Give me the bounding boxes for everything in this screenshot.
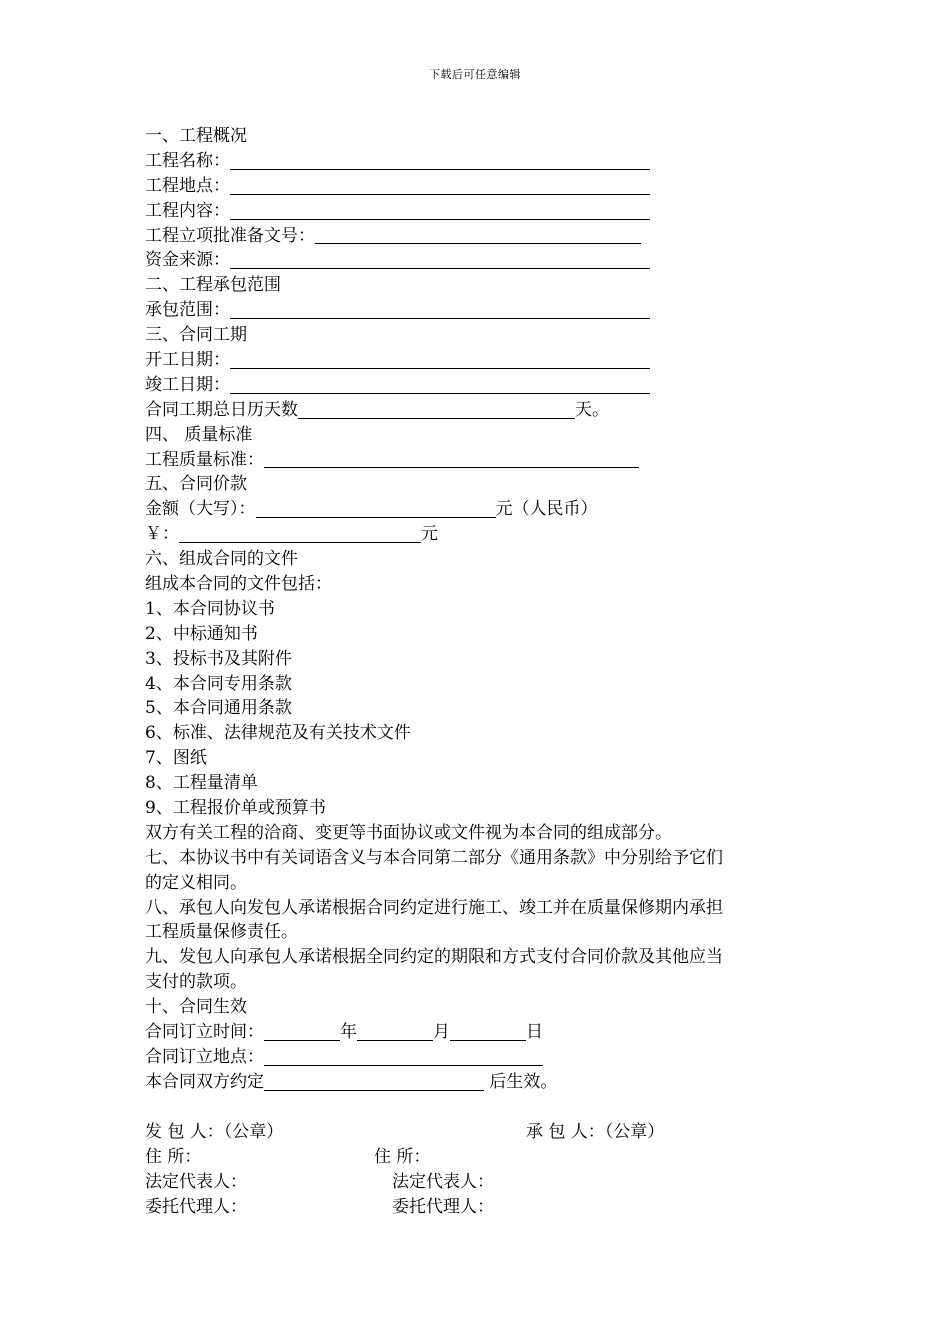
quality-standard-blank[interactable] (264, 449, 639, 468)
day-label: 日 (526, 1022, 543, 1043)
effective-condition-field (145, 1070, 810, 1095)
effective-condition-label: 本合同双方约定 (145, 1071, 264, 1092)
funding-source-blank[interactable] (230, 250, 650, 269)
approval-number-blank[interactable] (315, 225, 641, 244)
section-10-title: 十、合同生效 (145, 997, 247, 1018)
section-9-line-2: 支付的款项。 (145, 972, 247, 993)
total-days-blank[interactable] (298, 400, 575, 419)
amount-figures-field (145, 522, 810, 547)
section-4-title: 四、 质量标准 (145, 424, 253, 445)
total-days-label: 合同工期总日历天数 (145, 399, 298, 420)
document-item: 3、投标书及其附件 (145, 648, 292, 669)
signing-month-blank[interactable] (357, 1022, 433, 1041)
amount-figures-blank[interactable] (179, 524, 421, 543)
signing-year-blank[interactable] (264, 1022, 340, 1041)
document-item: 1、本合同协议书 (145, 598, 275, 619)
project-location-blank[interactable] (230, 176, 650, 195)
completion-date-field (145, 373, 810, 398)
section-3-title: 三、合同工期 (145, 325, 247, 346)
start-date-field (145, 348, 810, 373)
section-8-line-1: 八、承包人向发包人承诺根据合同约定进行施工、竣工并在质量保修期内承担 (145, 897, 723, 918)
start-date-blank[interactable] (230, 350, 650, 369)
signature-row-address (145, 1145, 810, 1170)
year-label: 年 (340, 1022, 357, 1043)
amount-words-suffix: 元（人民币） (495, 499, 598, 520)
month-label: 月 (433, 1022, 450, 1043)
employer-agent-label: 委托代理人： (145, 1196, 247, 1217)
funding-source-label: 资金来源： (145, 250, 230, 271)
completion-date-label: 竣工日期： (145, 374, 230, 395)
document-item: 5、本合同通用条款 (145, 698, 292, 719)
contractor-agent-label: 委托代理人： (392, 1196, 494, 1217)
approval-number-label: 工程立项批准备文号： (145, 225, 315, 246)
contractor-label: 承 包 人：（公章） (526, 1122, 665, 1142)
effective-condition-suffix: 后生效。 (484, 1071, 558, 1092)
contract-scope-field (145, 298, 810, 323)
document-item: 6、标准、法律规范及有关技术文件 (145, 723, 411, 744)
document-item: 2、中标通知书 (145, 623, 258, 644)
project-content-blank[interactable] (230, 201, 650, 220)
amount-words-label: 金额（大写）： (145, 499, 256, 520)
project-name-blank[interactable] (230, 151, 650, 170)
funding-source-field (145, 248, 810, 273)
signing-day-blank[interactable] (450, 1022, 526, 1041)
documents-intro: 组成本合同的文件包括： (145, 574, 332, 595)
total-days-suffix: 天。 (575, 399, 609, 420)
contractor-address-label: 住 所： (374, 1146, 431, 1167)
section-8-line-2: 工程质量保修责任。 (145, 922, 298, 943)
contract-body (145, 124, 810, 1095)
signature-block (145, 1120, 810, 1220)
signature-row-legal-rep (145, 1170, 810, 1195)
header-note: 下载后可任意编辑 (429, 68, 521, 81)
signing-place-field (145, 1045, 810, 1070)
section-1-title: 一、工程概况 (145, 125, 247, 146)
section-7-line-1: 七、本协议书中有关词语含义与本合同第二部分《通用条款》中分别给予它们 (145, 847, 723, 868)
project-content-label: 工程内容： (145, 200, 230, 221)
signing-date-field (145, 1020, 810, 1045)
contractor-legal-rep-label: 法定代表人： (392, 1171, 494, 1192)
contract-scope-blank[interactable] (230, 300, 650, 319)
signature-row-agent (145, 1195, 810, 1220)
employer-label: 发 包 人：（公章） (145, 1122, 284, 1142)
project-name-field (145, 149, 810, 174)
signing-place-blank[interactable] (264, 1047, 543, 1066)
signing-date-label: 合同订立时间： (145, 1022, 264, 1043)
section-7-line-2: 的定义相同。 (145, 872, 247, 893)
effective-condition-blank[interactable] (264, 1072, 484, 1091)
section-2-title: 二、工程承包范围 (145, 275, 281, 296)
signing-place-label: 合同订立地点： (145, 1046, 264, 1067)
document-item: 9、工程报价单或预算书 (145, 798, 326, 819)
project-location-field (145, 174, 810, 199)
project-location-label: 工程地点： (145, 175, 230, 196)
start-date-label: 开工日期： (145, 350, 230, 370)
project-content-field (145, 199, 810, 224)
documents-outro: 双方有关工程的洽商、变更等书面协议或文件视为本合同的组成部分。 (145, 822, 672, 843)
employer-address-label: 住 所： (145, 1146, 202, 1167)
signature-row-party (145, 1120, 810, 1145)
amount-words-blank[interactable] (256, 499, 496, 518)
amount-figures-suffix: 元 (421, 524, 438, 545)
employer-legal-rep-label: 法定代表人： (145, 1171, 247, 1192)
quality-standard-label: 工程质量标准： (145, 449, 264, 470)
document-item: 7、图纸 (145, 748, 207, 769)
document-item: 8、工程量清单 (145, 773, 258, 794)
project-name-label: 工程名称： (145, 150, 230, 171)
quality-standard-field (145, 448, 810, 473)
section-6-title: 六、组成合同的文件 (145, 549, 298, 570)
amount-words-field (145, 497, 810, 522)
total-days-field (145, 398, 810, 423)
amount-figures-label: ￥： (145, 524, 179, 545)
contract-scope-label: 承包范围： (145, 300, 230, 321)
section-9-line-1: 九、发包人向承包人承诺根据全同约定的期限和方式支付合同价款及其他应当 (145, 947, 723, 968)
completion-date-blank[interactable] (230, 375, 650, 394)
approval-number-field (145, 224, 810, 249)
section-5-title: 五、合同价款 (145, 474, 247, 495)
document-item: 4、本合同专用条款 (145, 673, 292, 694)
